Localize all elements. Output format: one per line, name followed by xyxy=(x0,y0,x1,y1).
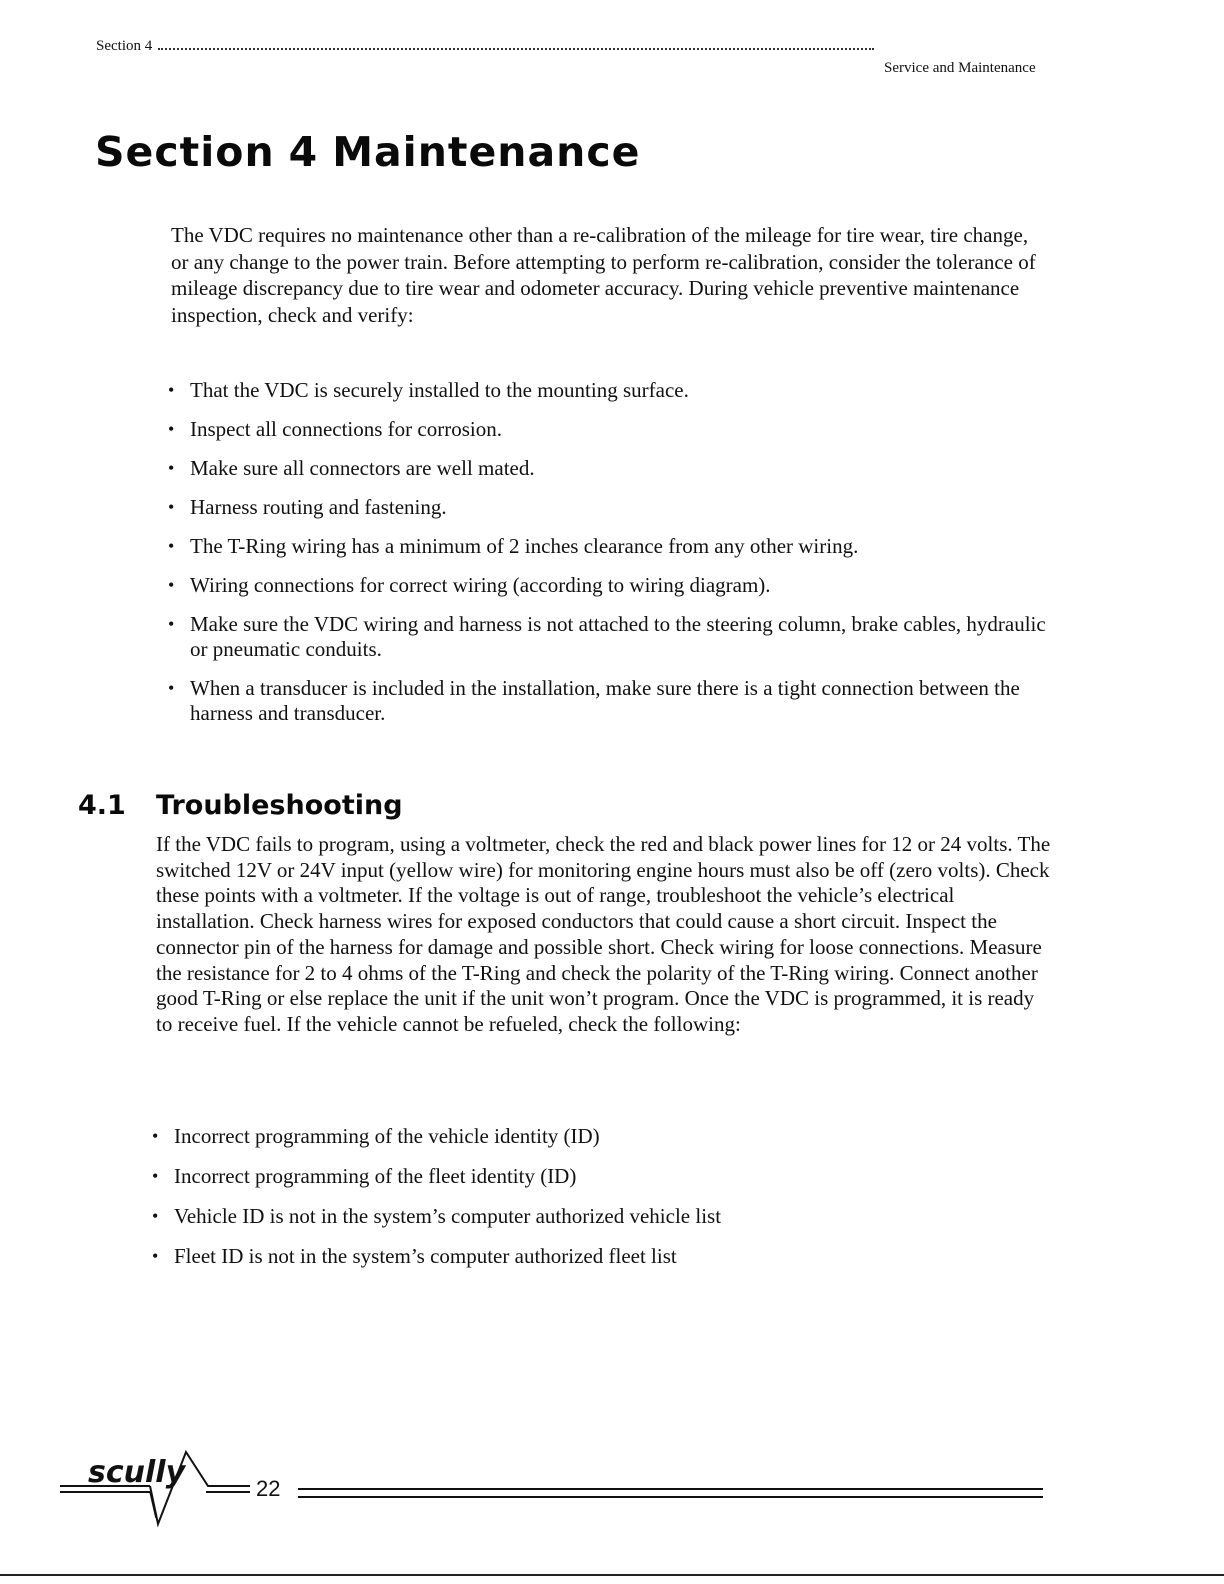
list-item: • Incorrect programming of the fleet identity (ID) xyxy=(152,1164,577,1188)
page-number: 22 xyxy=(256,1476,281,1501)
header-chapter-label: Service and Maintenance xyxy=(884,60,1036,76)
bullet-icon: • xyxy=(168,497,175,517)
page-title-word: Section xyxy=(95,128,275,176)
bullet-icon: • xyxy=(152,1246,159,1266)
list-item: • Make sure the VDC wiring and harness is not attached to the steering column, brake cables, hydraulic or pneumatic conduits. xyxy=(168,612,1046,661)
bullet-icon: • xyxy=(168,536,175,556)
bullet-icon: • xyxy=(152,1126,159,1146)
bullet-icon: • xyxy=(168,419,175,439)
scan-edge-line xyxy=(0,1574,1224,1576)
bullet-icon: • xyxy=(168,380,175,400)
bullet-icon: • xyxy=(168,614,175,634)
bullet-icon: • xyxy=(168,678,175,698)
list-item: • The T-Ring wiring has a minimum of 2 inches clearance from any other wiring. xyxy=(168,534,859,558)
list-item: • When a transducer is included in the installation, make sure there is a tight connection between the harness and transducer. xyxy=(168,676,1020,725)
list-item: • Fleet ID is not in the system’s computer authorized fleet list xyxy=(152,1244,677,1268)
header-leader-dots xyxy=(158,38,874,50)
scully-logo xyxy=(58,1448,258,1528)
running-header-left xyxy=(96,38,874,55)
intro-paragraph: The VDC requires no maintenance other than a re-calibration of the mileage for tire wear, tire change, or any change to the power train. Before attempting to perform re-calibration, consider the tolerance of mileage discrepancy due to tire wear and odometer accuracy. During vehicle preventive maintenance inspection, check and verify: xyxy=(171,223,1036,327)
page-footer xyxy=(58,1448,1048,1528)
list-item: • Incorrect programming of the vehicle identity (ID) xyxy=(152,1124,600,1148)
bullet-icon: • xyxy=(152,1206,159,1226)
page-title-name: Maintenance xyxy=(332,128,641,176)
list-item: • Make sure all connectors are well mated. xyxy=(168,456,535,480)
list-item: • Vehicle ID is not in the system’s computer authorized vehicle list xyxy=(152,1204,722,1228)
section-number: 4.1 xyxy=(78,790,126,821)
troubleshooting-heading xyxy=(78,790,403,821)
logo-wordmark: scully xyxy=(88,1455,186,1490)
page-title-number: 4 xyxy=(288,128,319,176)
list-item: • Inspect all connections for corrosion. xyxy=(168,417,502,441)
troubleshooting-paragraph: If the VDC fails to program, using a voltmeter, check the red and black power lines for 12 or 24 volts. The switched 12V or 24V input (yellow wire) for monitoring engine hours must also be off (zero volts). Check these points with a voltmeter. If the voltage is out of range, troubleshoot the vehicle’s electrical installation. Check harness wires for exposed conductors that could cause a short circuit. Inspect the connector pin of the harness for damage and possible short. Check wiring for loose connections. Measure the resistance for 2 to 4 ohms of the T-Ring and check the polarity of the T-Ring wiring. Connect another good T-Ring or else replace the unit if the unit won’t program. Once the VDC is programmed, it is ready to receive fuel. If the vehicle cannot be refueled, check the following: xyxy=(156,832,1051,1036)
section-title: Troubleshooting xyxy=(156,790,403,821)
list-item: • That the VDC is securely installed to the mounting surface. xyxy=(168,378,689,402)
bullet-icon: • xyxy=(168,458,175,478)
maintenance-checklist xyxy=(168,378,1068,740)
page-title xyxy=(95,128,640,176)
refuel-failure-causes xyxy=(152,1124,1052,1284)
list-item: • Harness routing and fastening. xyxy=(168,495,447,519)
list-item: • Wiring connections for correct wiring (according to wiring diagram). xyxy=(168,573,771,597)
bullet-icon: • xyxy=(152,1166,159,1186)
footer-rule xyxy=(298,1488,1043,1498)
header-section-label: Section 4 xyxy=(96,38,153,54)
bullet-icon: • xyxy=(168,575,175,595)
